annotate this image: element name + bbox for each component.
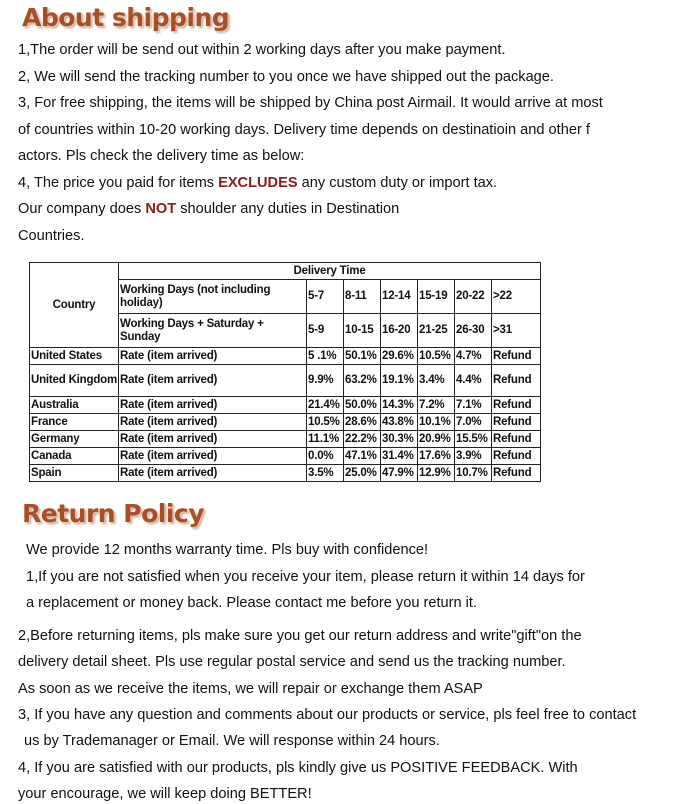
rate-label: Rate (item arrived) — [119, 465, 307, 482]
delivery-time-table — [29, 262, 541, 482]
rate-cell: 47.1% — [344, 448, 381, 465]
table-row — [30, 397, 541, 414]
rate-cell: Refund — [492, 448, 541, 465]
rate-cell: 25.0% — [344, 465, 381, 482]
rate-cell: 3.9% — [455, 448, 492, 465]
rate-cell: 7.2% — [418, 397, 455, 414]
rate-cell: 10.7% — [455, 465, 492, 482]
rate-cell: 21.4% — [307, 397, 344, 414]
country-cell: Australia — [30, 397, 119, 414]
saturday-days-cell: 21-25 — [418, 314, 455, 348]
not-emphasis: NOT — [145, 201, 177, 217]
return-line-10: your encourage, we will keep doing BETTER! — [18, 786, 312, 802]
rate-cell: 9.9% — [307, 365, 344, 397]
rate-label: Rate (item arrived) — [119, 397, 307, 414]
shipping-line-4 — [18, 174, 497, 192]
saturday-days-cell: 5-9 — [307, 314, 344, 348]
rate-label: Rate (item arrived) — [119, 448, 307, 465]
shipping-line-6: Countries. — [18, 228, 85, 244]
rate-cell: 10.1% — [418, 414, 455, 431]
return-line-6: As soon as we receive the items, we will repair or exchange them ASAP — [18, 681, 483, 697]
rate-cell: 7.0% — [455, 414, 492, 431]
return-line-1: We provide 12 months warranty time. Pls buy with confidence! — [26, 542, 429, 558]
working-days-cell: 12-14 — [381, 280, 418, 314]
rate-cell: 3.4% — [418, 365, 455, 397]
rate-cell: 15.5% — [455, 431, 492, 448]
rate-cell: 12.9% — [418, 465, 455, 482]
rate-cell: 43.8% — [381, 414, 418, 431]
line4-pre: 4, The price you paid for items — [18, 175, 219, 191]
shipping-line-3: 3, For free shipping, the items will be shipped by China post Airmail. It would arrive at most — [18, 95, 603, 111]
return-line-7: 3, If you have any question and comments about our products or service, pls feel free to contact — [18, 707, 637, 723]
rate-cell: Refund — [492, 431, 541, 448]
country-cell: Germany — [30, 431, 119, 448]
working-days-cell: >22 — [492, 280, 541, 314]
rate-cell: 10.5% — [307, 414, 344, 431]
rate-cell: Refund — [492, 397, 541, 414]
rate-cell: 31.4% — [381, 448, 418, 465]
rate-label: Rate (item arrived) — [119, 348, 307, 365]
shipping-line-1: 1,The order will be send out within 2 working days after you make payment. — [18, 42, 506, 58]
table-row — [30, 431, 541, 448]
rate-cell: 4.4% — [455, 365, 492, 397]
rate-label: Rate (item arrived) — [119, 431, 307, 448]
saturday-days-cell: 26-30 — [455, 314, 492, 348]
return-line-4: 2,Before returning items, pls make sure you get our return address and write"gift"on the — [18, 628, 582, 644]
shipping-line-5 — [18, 200, 399, 218]
saturday-days-label: Working Days + Saturday + Sunday — [119, 314, 307, 348]
rate-cell: 5 .1% — [307, 348, 344, 365]
line5-post: shoulder any duties in Destination — [176, 201, 400, 217]
table-row — [30, 465, 541, 482]
working-days-cell: 5-7 — [307, 280, 344, 314]
return-line-5: delivery detail sheet. Pls use regular postal service and send us the tracking number. — [18, 654, 566, 670]
rate-cell: 4.7% — [455, 348, 492, 365]
rate-cell: 20.9% — [418, 431, 455, 448]
table-row — [30, 365, 541, 397]
shipping-line-3b: of countries within 10-20 working days. Delivery time depends on destinatioin and other f — [18, 122, 590, 138]
return-line-2: 1,If you are not satisfied when you receive your item, please return it within 14 days for — [26, 569, 585, 585]
rate-cell: 10.5% — [418, 348, 455, 365]
working-days-cell: 8-11 — [344, 280, 381, 314]
shipping-line-2: 2, We will send the tracking number to you once we have shipped out the package. — [18, 69, 554, 85]
rate-cell: 11.1% — [307, 431, 344, 448]
line4-post: any custom duty or import tax. — [297, 175, 498, 191]
country-header: Country — [30, 263, 119, 348]
rate-cell: 47.9% — [381, 465, 418, 482]
rate-cell: Refund — [492, 465, 541, 482]
rate-cell: Refund — [492, 414, 541, 431]
rate-cell: 14.3% — [381, 397, 418, 414]
return-line-8: us by Trademanager or Email. We will response within 24 hours. — [24, 733, 440, 749]
rate-cell: 30.3% — [381, 431, 418, 448]
table-row — [30, 448, 541, 465]
country-cell: France — [30, 414, 119, 431]
rate-cell: 3.5% — [307, 465, 344, 482]
country-cell: Canada — [30, 448, 119, 465]
rate-cell: 17.6% — [418, 448, 455, 465]
rate-cell: 28.6% — [344, 414, 381, 431]
rate-cell: 63.2% — [344, 365, 381, 397]
return-line-3: a replacement or money back. Please contact me before you return it. — [26, 595, 478, 611]
country-cell: Spain — [30, 465, 119, 482]
working-days-cell: 15-19 — [418, 280, 455, 314]
rate-cell: 22.2% — [344, 431, 381, 448]
shipping-line-3c: actors. Pls check the delivery time as below: — [18, 148, 305, 164]
rate-cell: Refund — [492, 365, 541, 397]
rate-label: Rate (item arrived) — [119, 414, 307, 431]
line5-pre: Our company does — [18, 201, 146, 217]
table-row — [30, 414, 541, 431]
saturday-days-cell: >31 — [492, 314, 541, 348]
working-days-label: Working Days (not including holiday) — [119, 280, 307, 314]
rate-cell: Refund — [492, 348, 541, 365]
rate-cell: 0.0% — [307, 448, 344, 465]
saturday-days-cell: 10-15 — [344, 314, 381, 348]
working-days-cell: 20-22 — [455, 280, 492, 314]
country-cell: United Kingdom — [30, 365, 119, 397]
delivery-time-header: Delivery Time — [119, 263, 541, 280]
return-line-9: 4, If you are satisfied with our products, pls kindly give us POSITIVE FEEDBACK. With — [18, 760, 578, 776]
rate-cell: 50.1% — [344, 348, 381, 365]
excludes-emphasis: EXCLUDES — [218, 175, 298, 191]
return-policy-heading: Return Policy — [22, 499, 205, 528]
rate-cell: 7.1% — [455, 397, 492, 414]
saturday-days-cell: 16-20 — [381, 314, 418, 348]
about-shipping-heading: About shipping — [22, 3, 230, 32]
country-cell: United States — [30, 348, 119, 365]
rate-cell: 50.0% — [344, 397, 381, 414]
rate-cell: 19.1% — [381, 365, 418, 397]
table-row — [30, 348, 541, 365]
rate-cell: 29.6% — [381, 348, 418, 365]
rate-label: Rate (item arrived) — [119, 365, 307, 397]
